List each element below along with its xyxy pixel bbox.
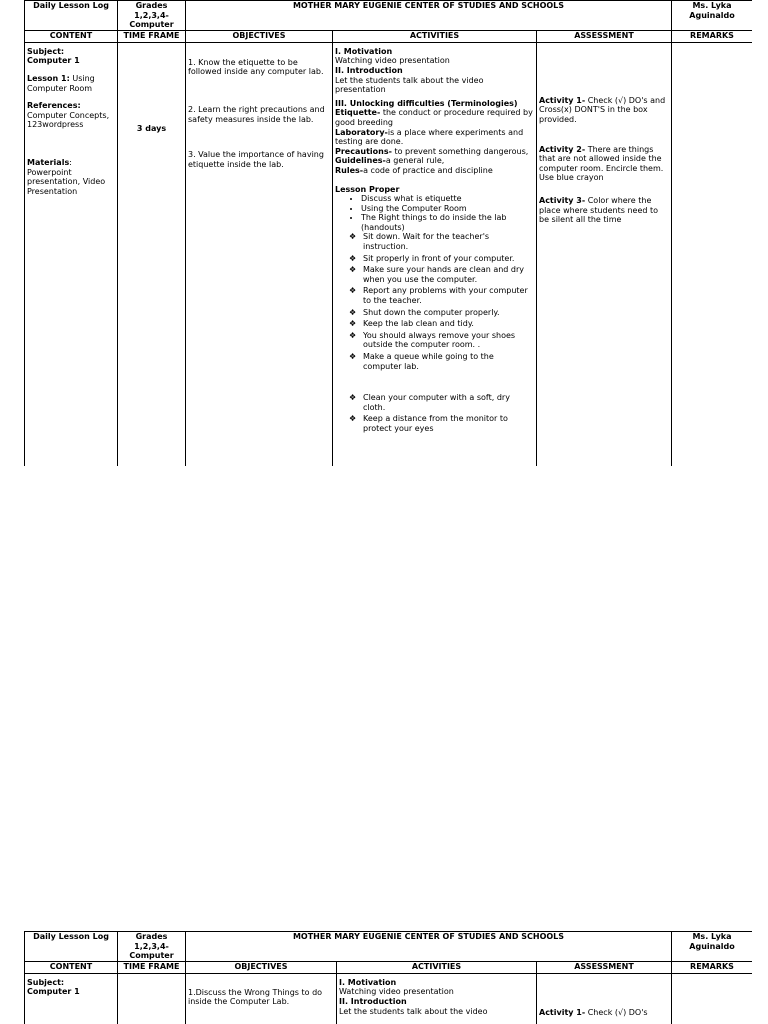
header-teacher: Ms. Lyka Aguinaldo (672, 932, 753, 962)
motivation-title: I. Motivation (339, 977, 397, 987)
time-frame-cell (118, 973, 186, 1024)
rules-list (335, 232, 534, 371)
col-time-frame: TIME FRAME (118, 961, 186, 973)
diamond-bullet-icon: ❖ (349, 307, 357, 317)
assessment-activity-2: Activity 2- There are things that are not allowed inside the computer room. Encircle them. Use blue crayon (539, 144, 664, 183)
list-item: • Discuss what is etiquette (361, 194, 534, 204)
intro-text: Let the students talk about the video (339, 1006, 488, 1016)
col-remarks: REMARKS (672, 961, 753, 973)
motivation-text: Watching video presentation (335, 56, 450, 66)
list-item: ❖ Sit down. Wait for the teacher's instruction. (349, 232, 490, 252)
lesson-proper-list (335, 194, 534, 232)
lesson-log-table-1 (24, 0, 752, 466)
list-item: ❖ Make a queue while going to the computer lab. (349, 352, 494, 371)
col-content: CONTENT (25, 30, 118, 42)
motivation-text: Watching video presentation (339, 987, 454, 997)
assessment-cell (537, 973, 672, 1024)
lesson-log-page-2 (24, 931, 752, 1024)
time-frame-cell (118, 42, 186, 466)
materials-value: Powerpoint presentation, Video Presentation (27, 167, 106, 196)
header-title: Daily Lesson Log (25, 1, 118, 31)
content-cell (25, 42, 118, 466)
subject-value: Computer 1 (27, 56, 80, 66)
diamond-bullet-icon: ❖ (349, 286, 357, 296)
motivation-title: I. Motivation (335, 46, 393, 56)
activities-cell (333, 42, 537, 466)
intro-title: II. Introduction (335, 65, 403, 75)
lesson-log-table-2 (24, 931, 752, 1024)
col-assessment: ASSESSMENT (537, 30, 672, 42)
col-assessment: ASSESSMENT (537, 961, 672, 973)
objectives-cell (186, 973, 337, 1024)
col-objectives: OBJECTIVES (186, 30, 333, 42)
subject-label: Subject: (27, 977, 65, 987)
references-value: Computer Concepts, 123wordpress (27, 110, 110, 130)
unlocking-title: III. Unlocking difficulties (Terminologies) (335, 98, 518, 108)
lesson-proper-title: Lesson Proper (335, 184, 400, 194)
activities-cell (337, 973, 537, 1024)
rules-list-2 (335, 393, 534, 433)
term-etiquette: Etiquette- the conduct or procedure required by good breeding (335, 108, 533, 127)
term-rules: Rules-a code of practice and discipline (335, 165, 493, 175)
header-teacher: Ms. Lyka Aguinaldo (672, 1, 753, 31)
objective-1: 1.Discuss the Wrong Things to do inside the Computer Lab. (188, 987, 323, 1007)
header-grades: Grades 1,2,3,4-Computer (118, 1, 186, 31)
diamond-bullet-icon: ❖ (349, 232, 357, 242)
diamond-bullet-icon: ❖ (349, 253, 357, 263)
col-time-frame: TIME FRAME (118, 30, 186, 42)
list-item: • Using the Computer Room (361, 204, 534, 214)
header-grades: Grades 1,2,3,4-Computer (118, 932, 186, 962)
diamond-bullet-icon: ❖ (349, 330, 357, 340)
diamond-bullet-icon: ❖ (349, 265, 357, 275)
diamond-bullet-icon: ❖ (349, 393, 357, 403)
list-item: ❖ Keep the lab clean and tidy. (349, 319, 474, 329)
lesson-value: Using Computer Room (27, 73, 95, 93)
col-activities: ACTIVITIES (333, 30, 537, 42)
header-school: MOTHER MARY EUGENIE CENTER OF STUDIES AND SCHOOLS (186, 932, 672, 962)
header-school: MOTHER MARY EUGENIE CENTER OF STUDIES AND SCHOOLS (186, 1, 672, 31)
list-item: ❖ Clean your computer with a soft, dry cloth. (349, 393, 510, 412)
term-laboratory: Laboratory-is a place where experiments and testing are done. (335, 127, 524, 147)
objective-3: 3. Value the importance of having etiquette inside the lab. (188, 150, 324, 169)
assessment-activity-3: Activity 3- Color where the place where students need to be silent all the time (539, 195, 659, 225)
objectives-cell (186, 42, 333, 466)
diamond-bullet-icon: ❖ (349, 352, 357, 361)
term-precautions: Precautions- to prevent something dangerous, (335, 146, 529, 156)
list-item: • The Right things to do inside the lab (handouts) (361, 213, 534, 232)
objective-1: 1. Know the etiquette to be followed inside any computer lab. (188, 57, 324, 77)
subject-value: Computer 1 (27, 987, 80, 997)
references-label: References: (27, 101, 81, 111)
remarks-cell (672, 973, 753, 1024)
lesson-label: Lesson 1: (27, 73, 70, 83)
subject-label: Subject: (27, 46, 65, 56)
list-item: ❖ Shut down the computer properly. (349, 307, 500, 317)
term-guidelines: Guidelines-a general rule, (335, 156, 445, 166)
list-item: ❖ You should always remove your shoes outside the computer room. . (349, 330, 516, 350)
list-item: ❖ Make sure your hands are clean and dry when you use the computer. (349, 265, 525, 284)
diamond-bullet-icon: ❖ (349, 414, 357, 424)
list-item: ❖ Report any problems with your computer to the teacher. (349, 286, 528, 306)
diamond-bullet-icon: ❖ (349, 319, 357, 329)
col-content: CONTENT (25, 961, 118, 973)
col-objectives: OBJECTIVES (186, 961, 337, 973)
time-frame-value: 3 days (136, 123, 167, 133)
list-item: ❖ Sit properly in front of your computer. (349, 253, 515, 263)
intro-text: Let the students talk about the video presentation (335, 75, 484, 95)
materials-label: Materials (27, 157, 70, 167)
materials-colon: : (69, 157, 72, 167)
objective-2: 2. Learn the right precautions and safety measures inside the lab. (188, 104, 325, 124)
assessment-cell (537, 42, 672, 466)
intro-title: II. Introduction (339, 996, 407, 1006)
assessment-activity-1: Activity 1- Check (√) DO's (539, 1007, 648, 1017)
header-title: Daily Lesson Log (25, 932, 118, 962)
list-item: ❖ Keep a distance from the monitor to protect your eyes (349, 414, 508, 433)
lesson-log-page-1 (24, 0, 752, 466)
content-cell (25, 973, 118, 1024)
col-remarks: REMARKS (672, 30, 753, 42)
remarks-cell (672, 42, 753, 466)
assessment-activity-1: Activity 1- Check (√) DO's and Cross(x) DONT'S in the box provided. (539, 95, 666, 124)
col-activities: ACTIVITIES (337, 961, 537, 973)
